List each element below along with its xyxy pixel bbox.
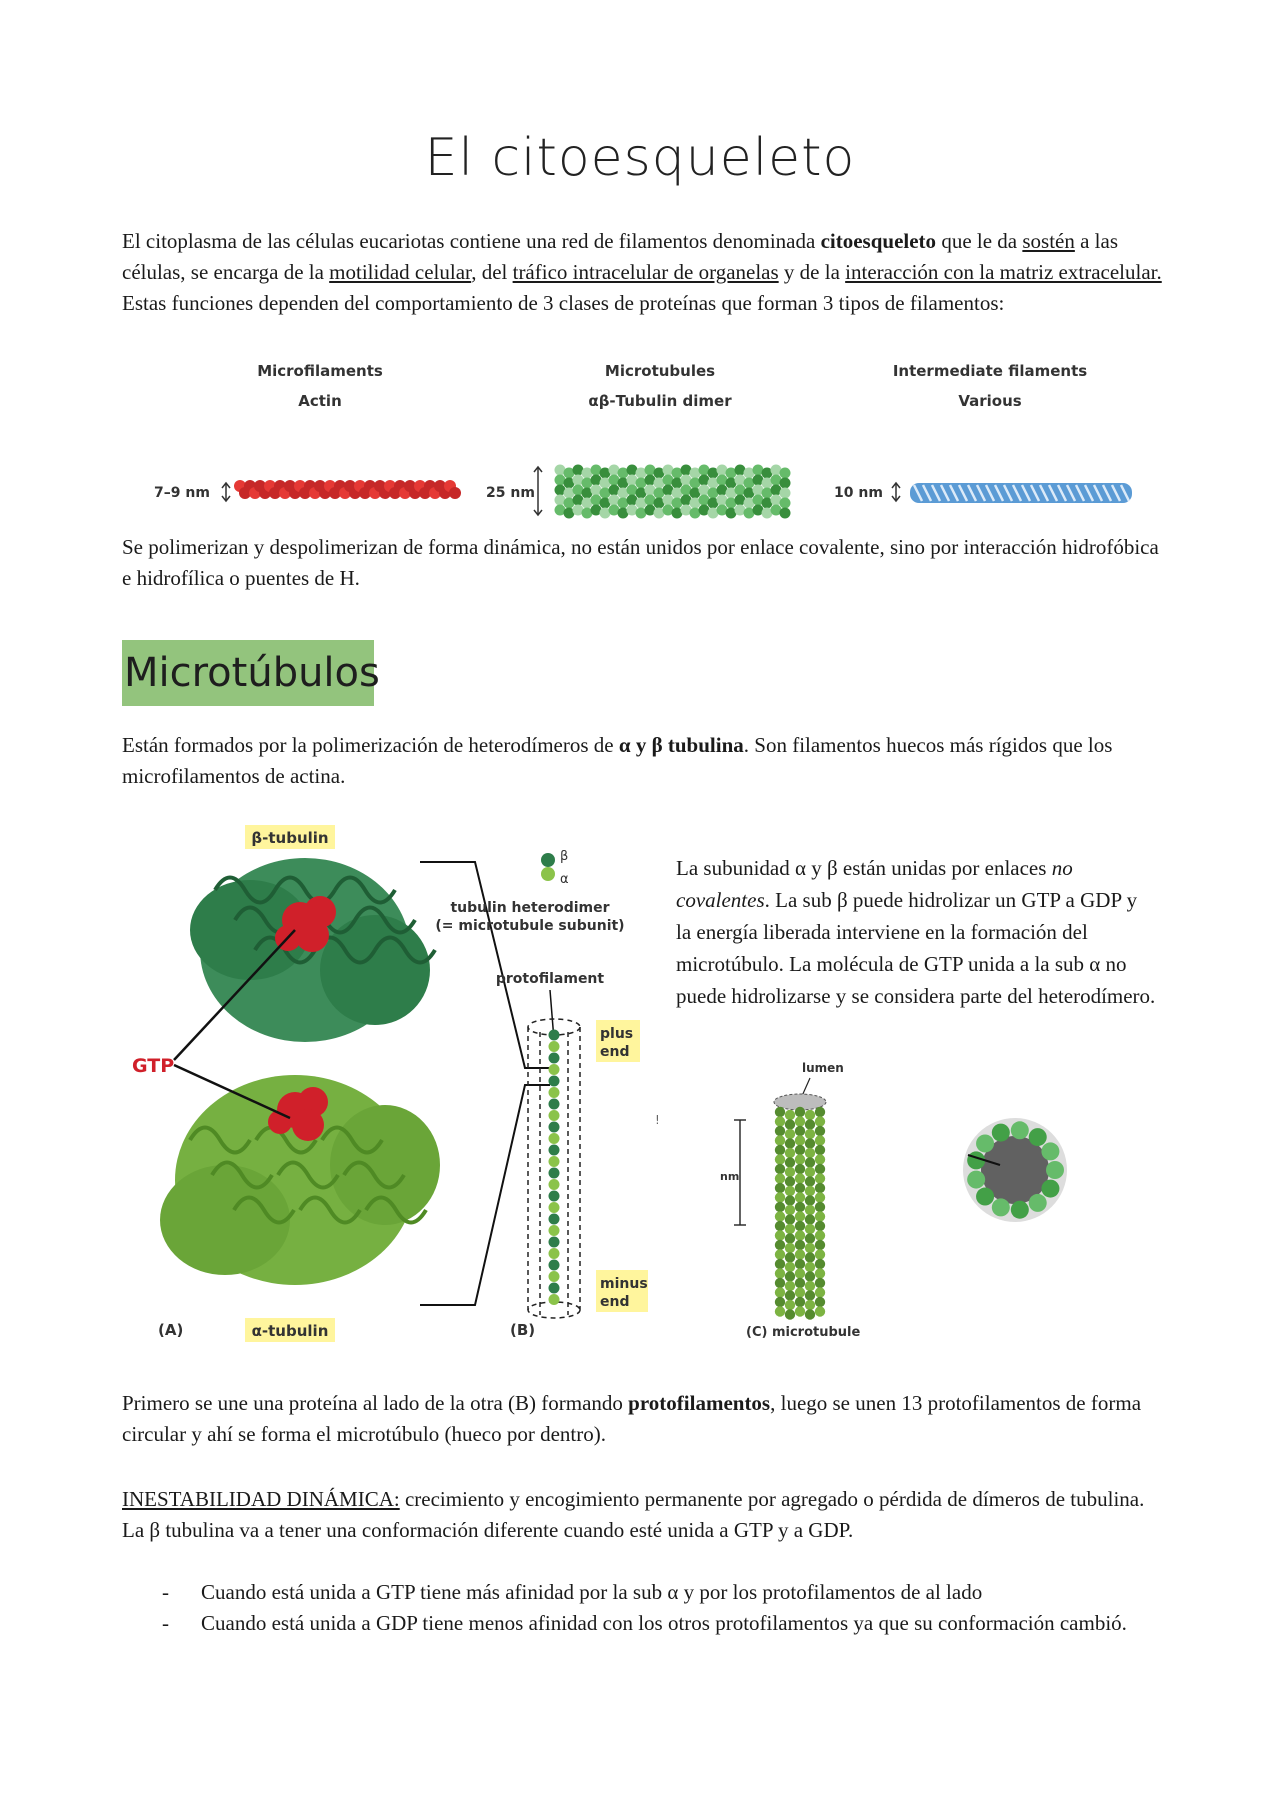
- intermediate-size: 10 nm: [834, 485, 883, 501]
- polymerize-paragraph: Se polimerizan y despolimerizan de forma dinámica, no están unidos por enlace covalente, sino por interacción hidrofóbica e hidrofílica o puentes de H.: [122, 535, 1159, 590]
- microtubule-filament: [555, 465, 791, 519]
- instability-heading: INESTABILIDAD DINÁMICA:: [122, 1487, 400, 1511]
- intro-underlined-term: motilidad celular: [329, 260, 472, 284]
- intro-text: El citoplasma de las células eucariotas contiene una red de filamentos denominada: [122, 229, 821, 253]
- subunit-italic: no covalentes: [676, 856, 1073, 912]
- intro-underlined-term: sostén: [1022, 229, 1075, 253]
- legend-beta-bead: [541, 853, 555, 867]
- subunit-text: La subunidad α y β están unidas por enlaces: [676, 856, 1052, 880]
- filaments-figure: [140, 352, 1160, 522]
- stray-mark: !: [655, 1113, 660, 1127]
- instability-list: [122, 1577, 1172, 1639]
- microtubule-wall: [775, 1107, 825, 1320]
- protofilament-label: protofilament: [495, 971, 605, 987]
- legend-alpha: α: [560, 872, 569, 887]
- plus-end-label-2: end: [600, 1044, 630, 1060]
- protofilament-text: Primero se une una proteína al lado de la otra (B) formando: [122, 1391, 629, 1415]
- list-item: [122, 1577, 1172, 1608]
- instability-text: crecimiento y encogimiento permanente por agregado o pérdida de dímeros de tubulina.: [399, 1487, 1145, 1511]
- page-title: El citoesqueleto: [424, 128, 856, 188]
- tubulin-figure: [130, 820, 670, 1350]
- list-item: [122, 1608, 1172, 1639]
- lumen-pointer: [802, 1078, 810, 1096]
- size-arrow-icon: [222, 483, 230, 501]
- section-heading-microtubulos: Microtúbulos: [122, 640, 374, 706]
- intermediate-filament: [910, 483, 1132, 503]
- micro-intro-bold: α y β tubulina: [618, 733, 744, 757]
- list-item-text: Cuando está unida a GDP tiene menos afinidad con los otros protofilamentos ya que su conformación cambió.: [201, 1611, 1127, 1635]
- subunit-text: . La sub β puede hidrolizar un GTP a GDP y la energía liberada interviene en la formación del microtúbulo. La molécula de GTP unida a la sub α no puede hidrolizarse y se considera parte del heterodímero.: [676, 888, 1156, 1008]
- intermediate-title: Intermediate filaments: [892, 362, 1088, 380]
- microfilaments-protein: Actin: [298, 392, 342, 410]
- plus-end-label: plus: [600, 1026, 634, 1042]
- actin-filament: [234, 480, 461, 499]
- intro-text: y de la: [778, 260, 846, 284]
- intro-text: a las células, se encarga de la: [122, 229, 1119, 284]
- intro-text-functions: Estas funciones dependen del comportamiento de 3 clases de proteínas que forman 3 tipos de filamentos:: [122, 291, 1005, 315]
- minus-end-label: minus: [600, 1276, 648, 1292]
- microtubule-cross-section: [963, 1118, 1067, 1222]
- intro-underlined-term: interacción con la matriz extracelular.: [845, 260, 1162, 284]
- microtubules-protein: αβ-Tubulin dimer: [588, 392, 732, 410]
- gtp-label: GTP: [132, 1055, 175, 1077]
- intro-bold-term: citoesqueleto: [820, 229, 937, 253]
- alpha-tubulin-label: α-tubulin: [251, 1322, 329, 1340]
- intro-paragraph: [122, 226, 1172, 319]
- size-arrow-icon: [892, 483, 900, 501]
- heterodimer-sublabel: (= microtubule subunit): [435, 918, 625, 934]
- intro-text: , del: [471, 260, 513, 284]
- microfilaments-size: 7–9 nm: [154, 485, 210, 501]
- protofilament-text: , luego se unen 13 protofilamentos de forma circular y ahí se forma el microtúbulo (hueco por dentro).: [122, 1391, 1142, 1446]
- microtubule-intro-paragraph: [122, 730, 1172, 792]
- legend-beta: β: [560, 849, 569, 864]
- micro-intro-text: . Son filamentos huecos más rígidos que los microfilamentos de actina.: [122, 733, 1113, 788]
- list-item-text: Cuando está unida a GTP tiene más afinidad por la sub α y por los protofilamentos de al lado: [201, 1580, 983, 1604]
- instability-paragraph: [122, 1484, 1172, 1546]
- protofilament-bold: protofilamentos: [628, 1391, 771, 1415]
- micro-intro-text: Están formados por la polimerización de heterodímeros de: [122, 733, 619, 757]
- protofilament-beads: [549, 1030, 560, 1306]
- panel-b-label: (B): [510, 1321, 536, 1339]
- instability-text-beta: La β tubulina va a tener una conformación diferente cuando esté unida a GTP y a GDP.: [122, 1518, 854, 1542]
- panel-a-label: (A): [158, 1321, 184, 1339]
- panel-c-label: (C) microtubule: [746, 1325, 861, 1340]
- beta-tubulin-label: β-tubulin: [251, 829, 329, 847]
- microtubules-size: 25 nm: [486, 485, 535, 501]
- list-bullet: -: [162, 1580, 169, 1604]
- microtubule-panel-c: [720, 1050, 1100, 1350]
- nm-label: nm: [720, 1170, 740, 1183]
- intro-underlined-term: tráfico intracelular de organelas: [512, 260, 779, 284]
- protofilament-paragraph: [122, 1388, 1172, 1450]
- legend-alpha-bead: [541, 867, 555, 881]
- intermediate-protein: Various: [958, 392, 1022, 410]
- microtubules-title: Microtubules: [604, 362, 716, 380]
- intro-text: que le da: [936, 229, 1023, 253]
- microfilaments-title: Microfilaments: [257, 362, 383, 380]
- heterodimer-label: tubulin heterodimer: [450, 900, 610, 916]
- subunit-explanation: [676, 852, 1156, 1012]
- lumen-label: lumen: [802, 1061, 844, 1075]
- list-bullet: -: [162, 1611, 169, 1635]
- size-arrow-icon: [534, 467, 542, 515]
- minus-end-label-2: end: [600, 1294, 630, 1310]
